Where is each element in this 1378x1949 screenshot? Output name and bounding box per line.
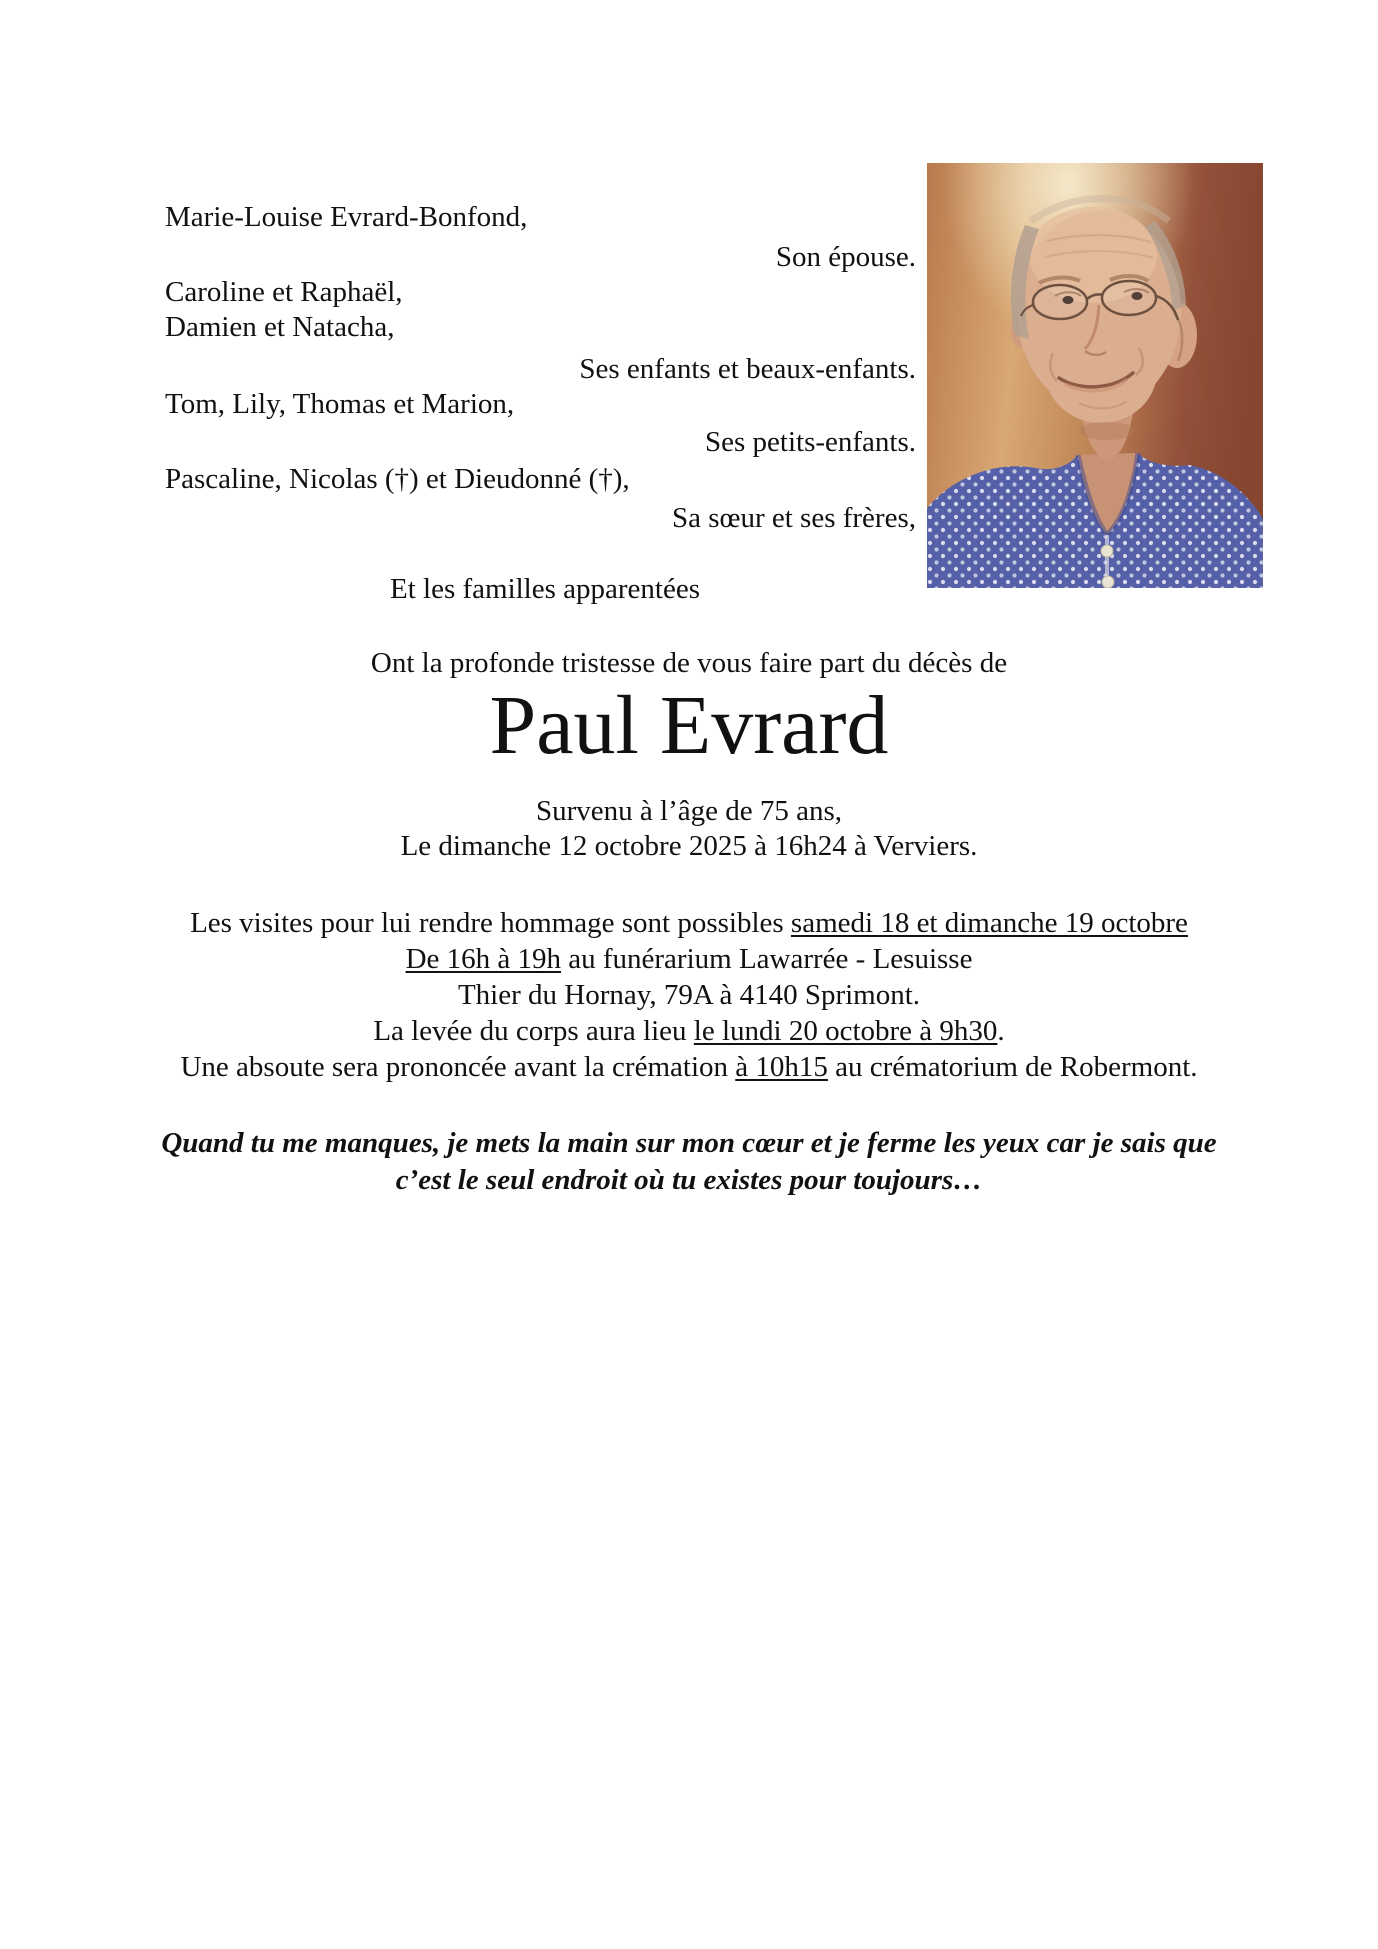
portrait-photo — [927, 163, 1263, 588]
shirt-button — [1102, 576, 1114, 588]
absoute-time: à 10h15 — [735, 1051, 828, 1083]
line-grandchildren-names: Tom, Lily, Thomas et Marion, — [165, 388, 515, 420]
line-children-relation: Ses enfants et beaux-enfants. — [579, 353, 916, 385]
line-visits — [0, 907, 1378, 940]
line-visit-hours — [0, 943, 1378, 976]
line-absoute — [0, 1051, 1378, 1084]
line-children-names-2: Damien et Natacha, — [165, 311, 395, 343]
line-children-names-1: Caroline et Raphaël, — [165, 276, 403, 308]
line-levee — [0, 1015, 1378, 1048]
line-siblings-names: Pascaline, Nicolas (†) et Dieudonné (†), — [165, 463, 630, 495]
line-address: Thier du Hornay, 79A à 4140 Sprimont. — [457, 979, 921, 1011]
levee-date: le lundi 20 octobre à 9h30 — [693, 1015, 998, 1047]
absoute-prefix: Une absoute sera prononcée avant la crémation — [180, 1051, 736, 1083]
line-spouse-name: Marie-Louise Evrard-Bonfond, — [165, 201, 528, 233]
line-age: Survenu à l’âge de 75 ans, — [535, 795, 842, 827]
quote-line-1: Quand tu me manques, je mets la main sur mon cœur et je ferme les yeux car je sais que — [161, 1127, 1217, 1159]
portrait-illustration — [927, 163, 1263, 588]
levee-suffix: . — [997, 1015, 1005, 1047]
shirt-button — [1101, 545, 1113, 557]
line-spouse-relation: Son épouse. — [775, 241, 916, 273]
visit-hours-suffix: au funérarium Lawarrée - Lesuisse — [561, 943, 973, 975]
absoute-suffix: au crématorium de Robermont. — [827, 1051, 1198, 1083]
deceased-name-title: Paul Evrard — [489, 679, 889, 772]
quote-line-2: c’est le seul endroit où tu existes pour toujours… — [395, 1164, 983, 1196]
line-grandchildren-relation: Ses petits-enfants. — [704, 426, 916, 458]
visit-hours: De 16h à 19h — [405, 943, 561, 975]
line-death-date: Le dimanche 12 octobre 2025 à 16h24 à Verviers. — [400, 830, 978, 862]
line-related-families: Et les familles apparentées — [390, 573, 701, 605]
visits-dates: samedi 18 et dimanche 19 octobre — [790, 907, 1188, 939]
levee-prefix: La levée du corps aura lieu — [373, 1015, 694, 1047]
line-siblings-relation: Sa sœur et ses frères, — [671, 502, 916, 534]
visits-prefix: Les visites pour lui rendre hommage sont possibles — [190, 907, 791, 939]
line-announcement: Ont la profonde tristesse de vous faire part du décès de — [370, 647, 1008, 679]
shirt — [927, 453, 1263, 588]
